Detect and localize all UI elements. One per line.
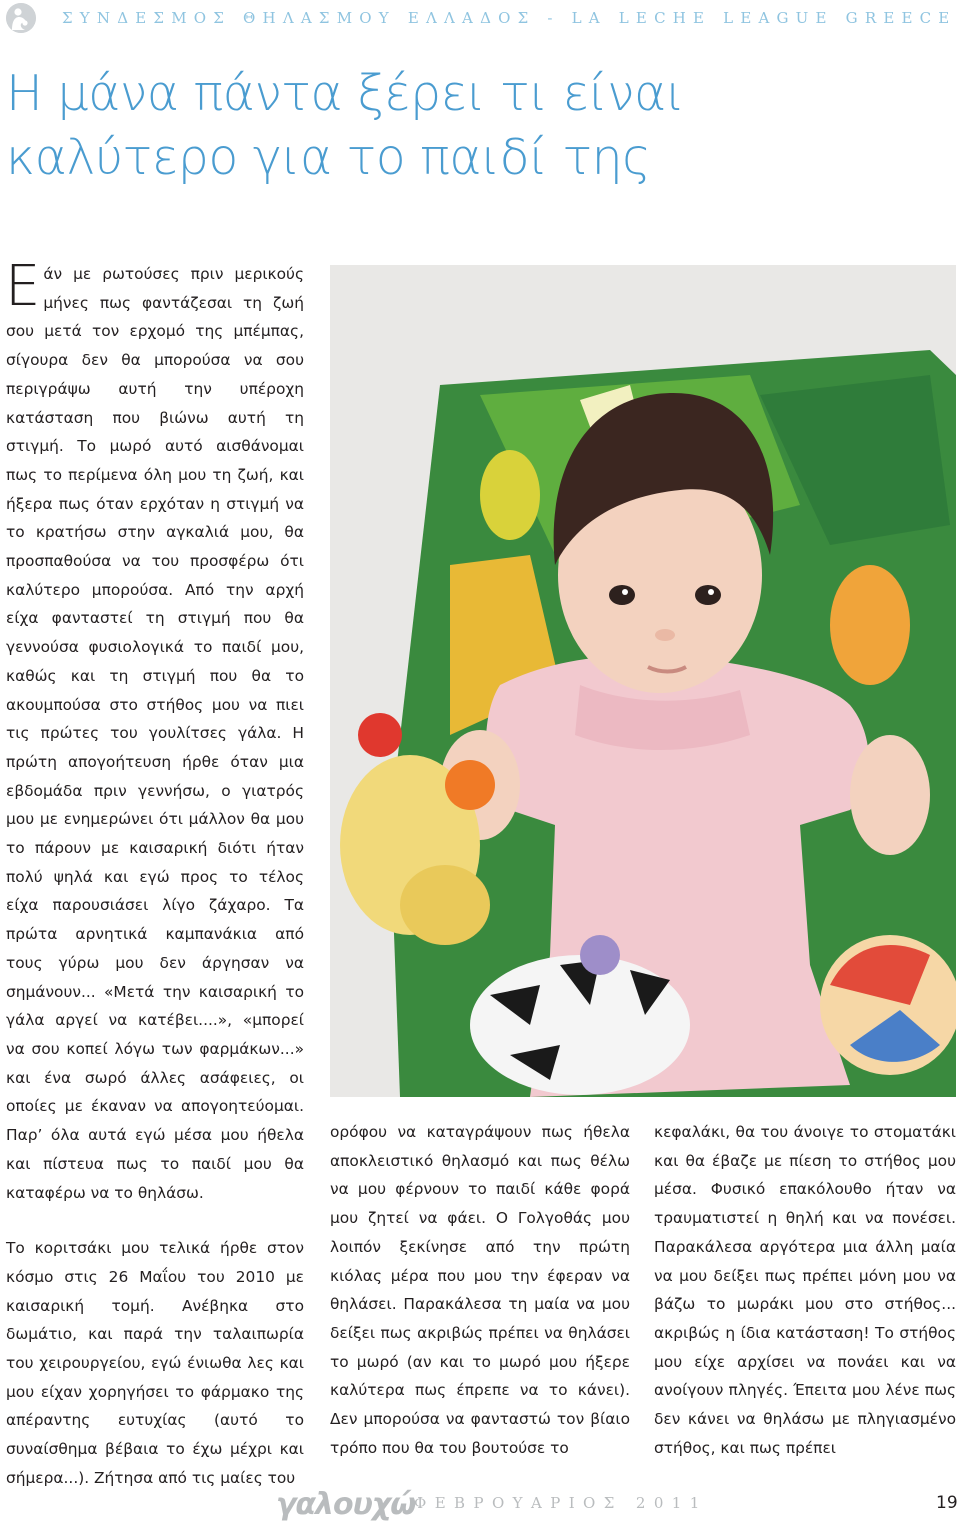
drop-cap: Ε [5,254,41,319]
article-column-2 [330,1118,630,1462]
article-title [6,62,946,190]
article-paragraph-1 [5,254,304,1207]
column-2-text: ορόφου να καταγράψουν πως ήθελα αποκλειστικό θηλασμό και πως θέλω να μου φέρνουν το παιδί κάθε φορά μου ζητεί να φάει. Ο Γολγοθάς μου λοιπόν ξεκίνησε από την πρώτη κιόλας μέρα που μου την έφεραν να θηλάσει. Παρακάλεσα τη μαία να μου δείξει πως ακριβώς πρέπει να θηλάσει το μωρό (αν και το μωρό μου ήξερε καλύτερα πως έπρεπε να το κάνει). Δεν μπορούσα να φανταστώ τον βίαιο τρόπο που θα του βουτούσε το [330,1123,630,1457]
article-paragraph-2: Το κοριτσάκι μου τελικά ήρθε στον κόσμο στις 26 Μαΐου του 2010 με καισαρική τομή. Ανέβηκα στο δωμάτιο, και παρά την ταλαιπωρία του χειρουργείου, εγώ ένιωθα λες και μου είχαν χορηγήσει το φάρμακο της απέραντης ευτυχίας (αυτό το συναίσθημα βέβαια το έχω μέχρι και σήμερα...). Ζήτησα από τις μαίες του [6,1239,304,1487]
mother-child-logo-icon [6,3,36,33]
column-3-text: κεφαλάκι, θα του άνοιγε το στοματάκι και θα έβαζε με πίεση το στήθος μου μέσα. Φυσικό επακόλουθο ήταν να τραυματιστεί η θηλή και να πονέσει. Παρακάλεσα αργότερα μια άλλη μαία να μου δείξει πως πρέπει μόνη μου να βάζω το μωράκι μου στο στήθος... ακριβώς η ίδια κατάσταση! Το στήθος μου είχε αρχίσει να πονάει και να ανοίγουν πληγές. Έπειτα μου λένε πως δεν κάνει να θηλάσω με πληγιασμένο στήθος, και πως πρέπει [654,1123,956,1457]
page-header [0,0,960,40]
association-name: ΣΥΝΔΕΣΜΟΣ ΘΗΛΑΣΜΟΥ ΕΛΛΑΔΟΣ - LA LECHE LEAGUE GREECE [62,9,957,27]
magazine-logo: γαλουχώ [276,1487,416,1522]
article-column-1 [5,254,304,1493]
page-number: 19 [936,1493,958,1513]
issue-month: ΦΕΒΡΟΥΑΡΙΟΣ 2011 [414,1494,708,1512]
title-line-1: Η μάνα πάντα ξέρει τι είναι [6,65,685,122]
title-line-2: καλύτερο για το παιδί της [6,129,651,186]
paragraph-1-text: άν με ρωτούσες πριν μερικούς μήνες πως φαντάζεσαι τη ζωή σου μετά τον ερχομό της μπέμπας, σίγουρα δεν θα μπορούσα να σου περιγράψω αυτή την υπέροχη κατάσταση που βιώνω αυτή τη στιγμή. Το μωρό αυτό αισθάνομαι πως το περίμενα όλη μου τη ζωή, και ήξερα πως όταν ερχόταν η στιγμή να το κρατήσω στην αγκαλιά μου, θα προσπαθούσα να του προσφέρω ότι καλύτερο μπορούσα. Από την αρχή είχα φανταστεί τη στιγμή που θα γεννούσα φυσιολογικά το παιδί μου, καθώς και τη στιγμή που θα το ακουμπούσα στο στήθος μου να πιει τις πρώτες του γουλίτσες γάλα. Η πρώτη απογοήτευση ήρθε όταν μια εβδομάδα πριν γεννήσω, ο γιατρός μου με ενημερώνει ότι μάλλον θα μου το πάρουν με καισαρική διότι ήταν πολύ ψηλά και εγώ προς το τέλος είχα παρουσιάσει λίγο ζάχαρο. Τα πρώτα αρνητικά καμπανάκια από τους γύρω μου δεν άργησαν να σημάνουν... «Μετά την καισαρική το γάλα αργεί να κατέβει....», «μπορεί να σου κοπεί λόγω των φαρμάκων...» και ένα σωρό άλλες ασάφειες, οι οποίες με έκαναν να απογοητεύομαι. Παρ’ όλα αυτά εγώ μέσα μου ήθελα και πίστευα πως το παιδί μου θα καταφέρω να το θηλάσω. [6,265,304,1202]
baby-photo-icon [330,265,956,1097]
article-column-3 [654,1118,956,1462]
